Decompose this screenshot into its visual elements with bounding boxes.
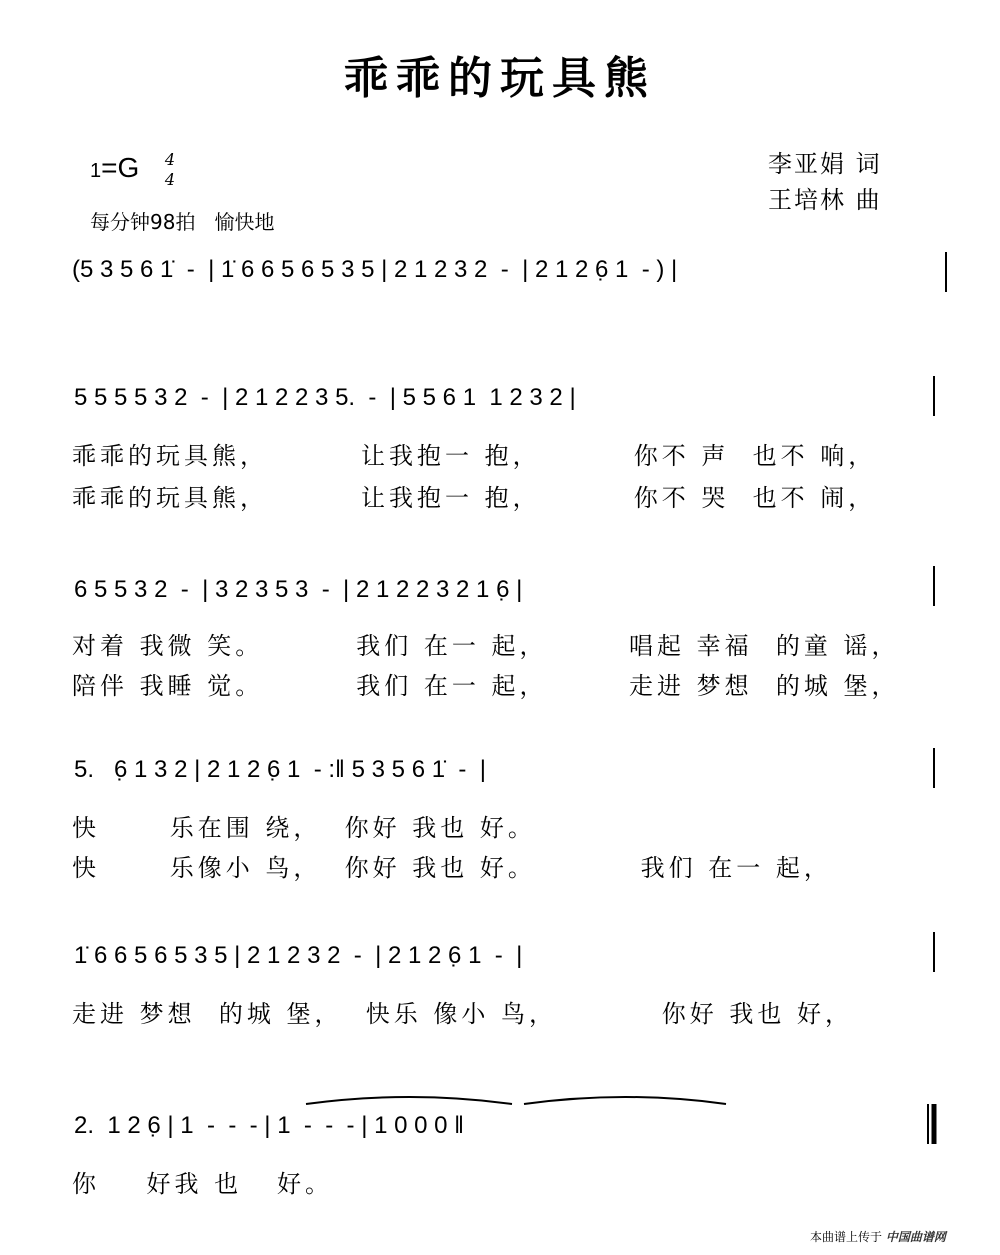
system-2-lyric-2: 乖乖的玩具熊， 让我抱一 抱， 你不 哭 也不 闹， <box>72 484 877 512</box>
system-3-lyric-1: 对着 我微 笑。 我们 在一 起， 唱起 幸福 的童 谣， <box>72 632 900 660</box>
system-2-lyric-1: 乖乖的玩具熊， 让我抱一 抱， 你不 声 也不 响， <box>72 442 877 470</box>
system-6-lyric-1: 你 好我 也 好。 <box>72 1170 334 1198</box>
system-2-notes: 5 5 5 5 3 2 - | 2 1 2 2 3 5. - | 5 5 6 1 1 2 3 2 | <box>74 384 576 411</box>
system-3-notes: 6 5 5 3 2 - | 3 2 3 5 3 - | 2 1 2 2 3 2 1 6̣ | <box>74 576 523 603</box>
system-5-notes: 1̇ 6 6 5 6 5 3 5 | 2 1 2 3 2 - | 2 1 2 6̣ 1 - | <box>74 942 523 969</box>
system-6-notes: 2. 1 2 6̣ | 1 - - - | 1 - - - | 1 0 0 0 ‖ <box>74 1112 465 1139</box>
tie-arc <box>306 1097 512 1104</box>
system-1-notes: (5 3 5 6 1̇ - | 1̇ 6 6 5 6 5 3 5 | 2 1 2 3 2 - | 2 1 2 6̣ 1 - ) | <box>72 256 678 283</box>
system-4-lyric-2: 快 乐像小 鸟， 你好 我也 好。 我们 在一 起， <box>72 854 832 882</box>
time-top: 4 <box>164 150 176 169</box>
system-4-lyric-1: 快 乐在围 绕， 你好 我也 好。 <box>72 814 536 842</box>
song-title: 乖乖的玩具熊 <box>344 53 656 104</box>
key-label: =G <box>101 152 140 183</box>
footer-text: 本曲谱上传于 <box>810 1230 883 1244</box>
lyricist-credit: 李亚娟 词 <box>768 150 882 178</box>
system-4-notes: 5. 6̣ 1 3 2 | 2 1 2 6̣ 1 - :‖ 5 3 5 6 1̇ - | <box>74 756 486 783</box>
tempo-marking: 每分钟98拍 愉快地 <box>90 210 275 234</box>
system-3-lyric-2: 陪伴 我睡 觉。 我们 在一 起， 走进 梦想 的城 堡， <box>72 672 900 700</box>
system-5-lyric-1: 走进 梦想 的城 堡， 快乐 像小 鸟， 你好 我也 好， <box>72 1000 853 1028</box>
upload-footer <box>810 1228 946 1245</box>
tie-arc <box>524 1097 726 1104</box>
time-bottom: 4 <box>164 170 176 189</box>
key-tonic: 1 <box>90 160 102 182</box>
footer-site[interactable]: 中国曲谱网 <box>885 1230 946 1244</box>
composer-credit: 王培林 曲 <box>768 186 882 214</box>
